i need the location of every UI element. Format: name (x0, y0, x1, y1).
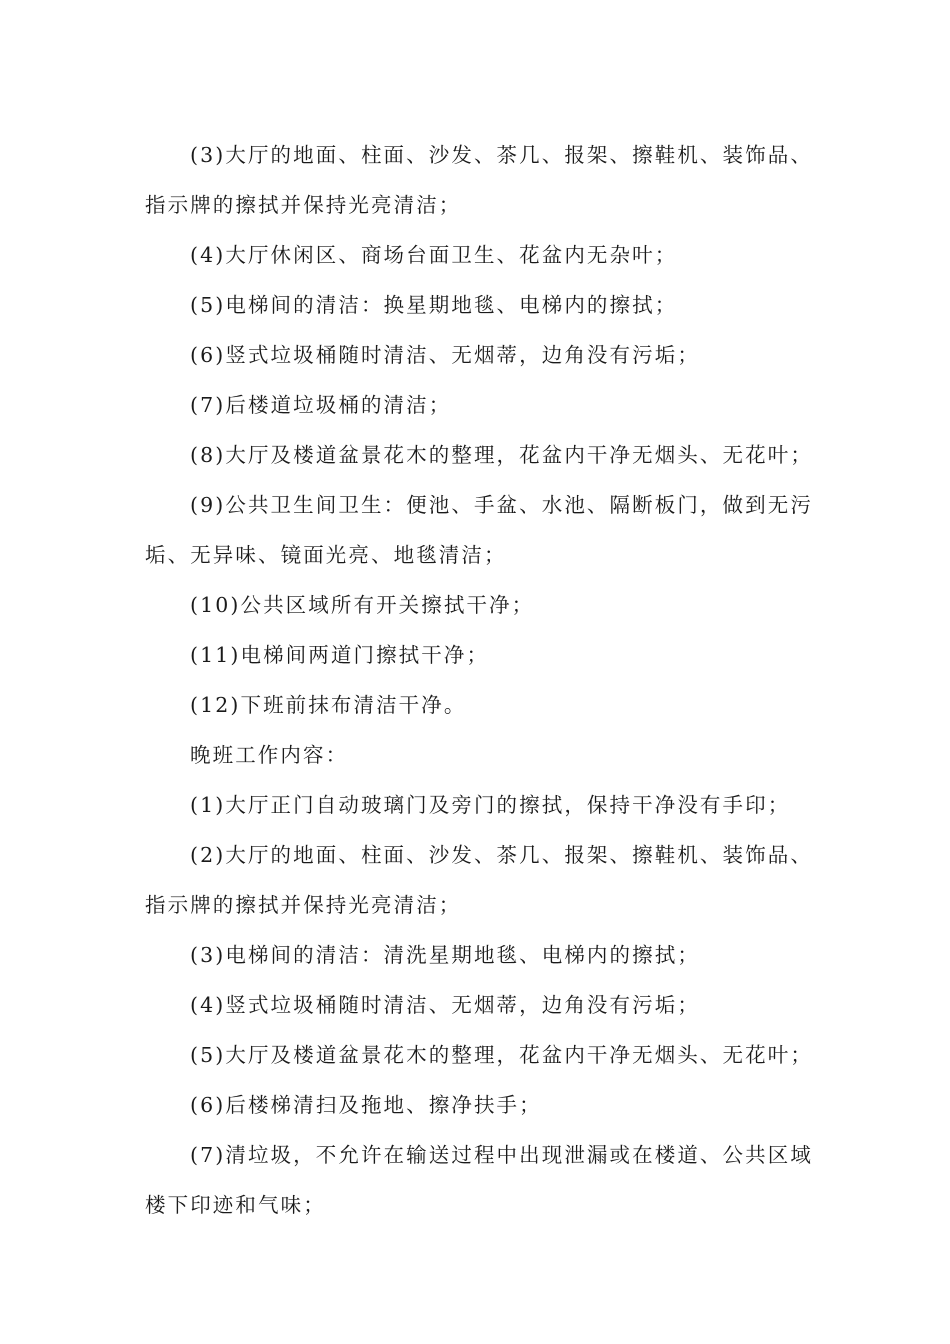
section-heading: 晚班工作内容： (190, 743, 349, 767)
paragraph-line: 楼下印迹和气味； (145, 1193, 326, 1217)
paragraph-line: (4)竖式垃圾桶随时清洁、无烟蒂，边角没有污垢； (190, 993, 700, 1017)
paragraph-line: (7)清垃圾，不允许在输送过程中出现泄漏或在楼道、公共区域 (190, 1143, 813, 1167)
paragraph-line: (12)下班前抹布清洁干净。 (190, 693, 467, 717)
paragraph-line: 指示牌的擦拭并保持光亮清洁； (145, 893, 462, 917)
paragraph-line: (10)公共区域所有开关擦拭干净； (190, 593, 535, 617)
paragraph-line: (11)电梯间两道门擦拭干净； (190, 643, 490, 667)
paragraph-line: (6)竖式垃圾桶随时清洁、无烟蒂，边角没有污垢； (190, 343, 700, 367)
paragraph-line: (3)电梯间的清洁：清洗星期地毯、电梯内的擦拭； (190, 943, 700, 967)
paragraph-line: (6)后楼梯清扫及拖地、擦净扶手； (190, 1093, 542, 1117)
paragraph-line: (1)大厅正门自动玻璃门及旁门的擦拭，保持干净没有手印； (190, 793, 791, 817)
paragraph-line: (5)电梯间的清洁：换星期地毯、电梯内的擦拭； (190, 293, 678, 317)
document-body (145, 130, 813, 1230)
paragraph-line: (3)大厅的地面、柱面、沙发、茶几、报架、擦鞋机、装饰品、 (190, 143, 813, 167)
paragraph-line: (7)后楼道垃圾桶的清洁； (190, 393, 452, 417)
paragraph-line: 垢、无异味、镜面光亮、地毯清洁； (145, 543, 507, 567)
paragraph-line: (8)大厅及楼道盆景花木的整理，花盆内干净无烟头、无花叶； (190, 443, 813, 467)
paragraph-line: (4)大厅休闲区、商场台面卫生、花盆内无杂叶； (190, 243, 678, 267)
paragraph-line: 指示牌的擦拭并保持光亮清洁； (145, 193, 462, 217)
paragraph-line: (5)大厅及楼道盆景花木的整理，花盆内干净无烟头、无花叶； (190, 1043, 813, 1067)
paragraph-line: (9)公共卫生间卫生：便池、手盆、水池、隔断板门，做到无污 (190, 493, 813, 517)
paragraph-line: (2)大厅的地面、柱面、沙发、茶几、报架、擦鞋机、装饰品、 (190, 843, 813, 867)
